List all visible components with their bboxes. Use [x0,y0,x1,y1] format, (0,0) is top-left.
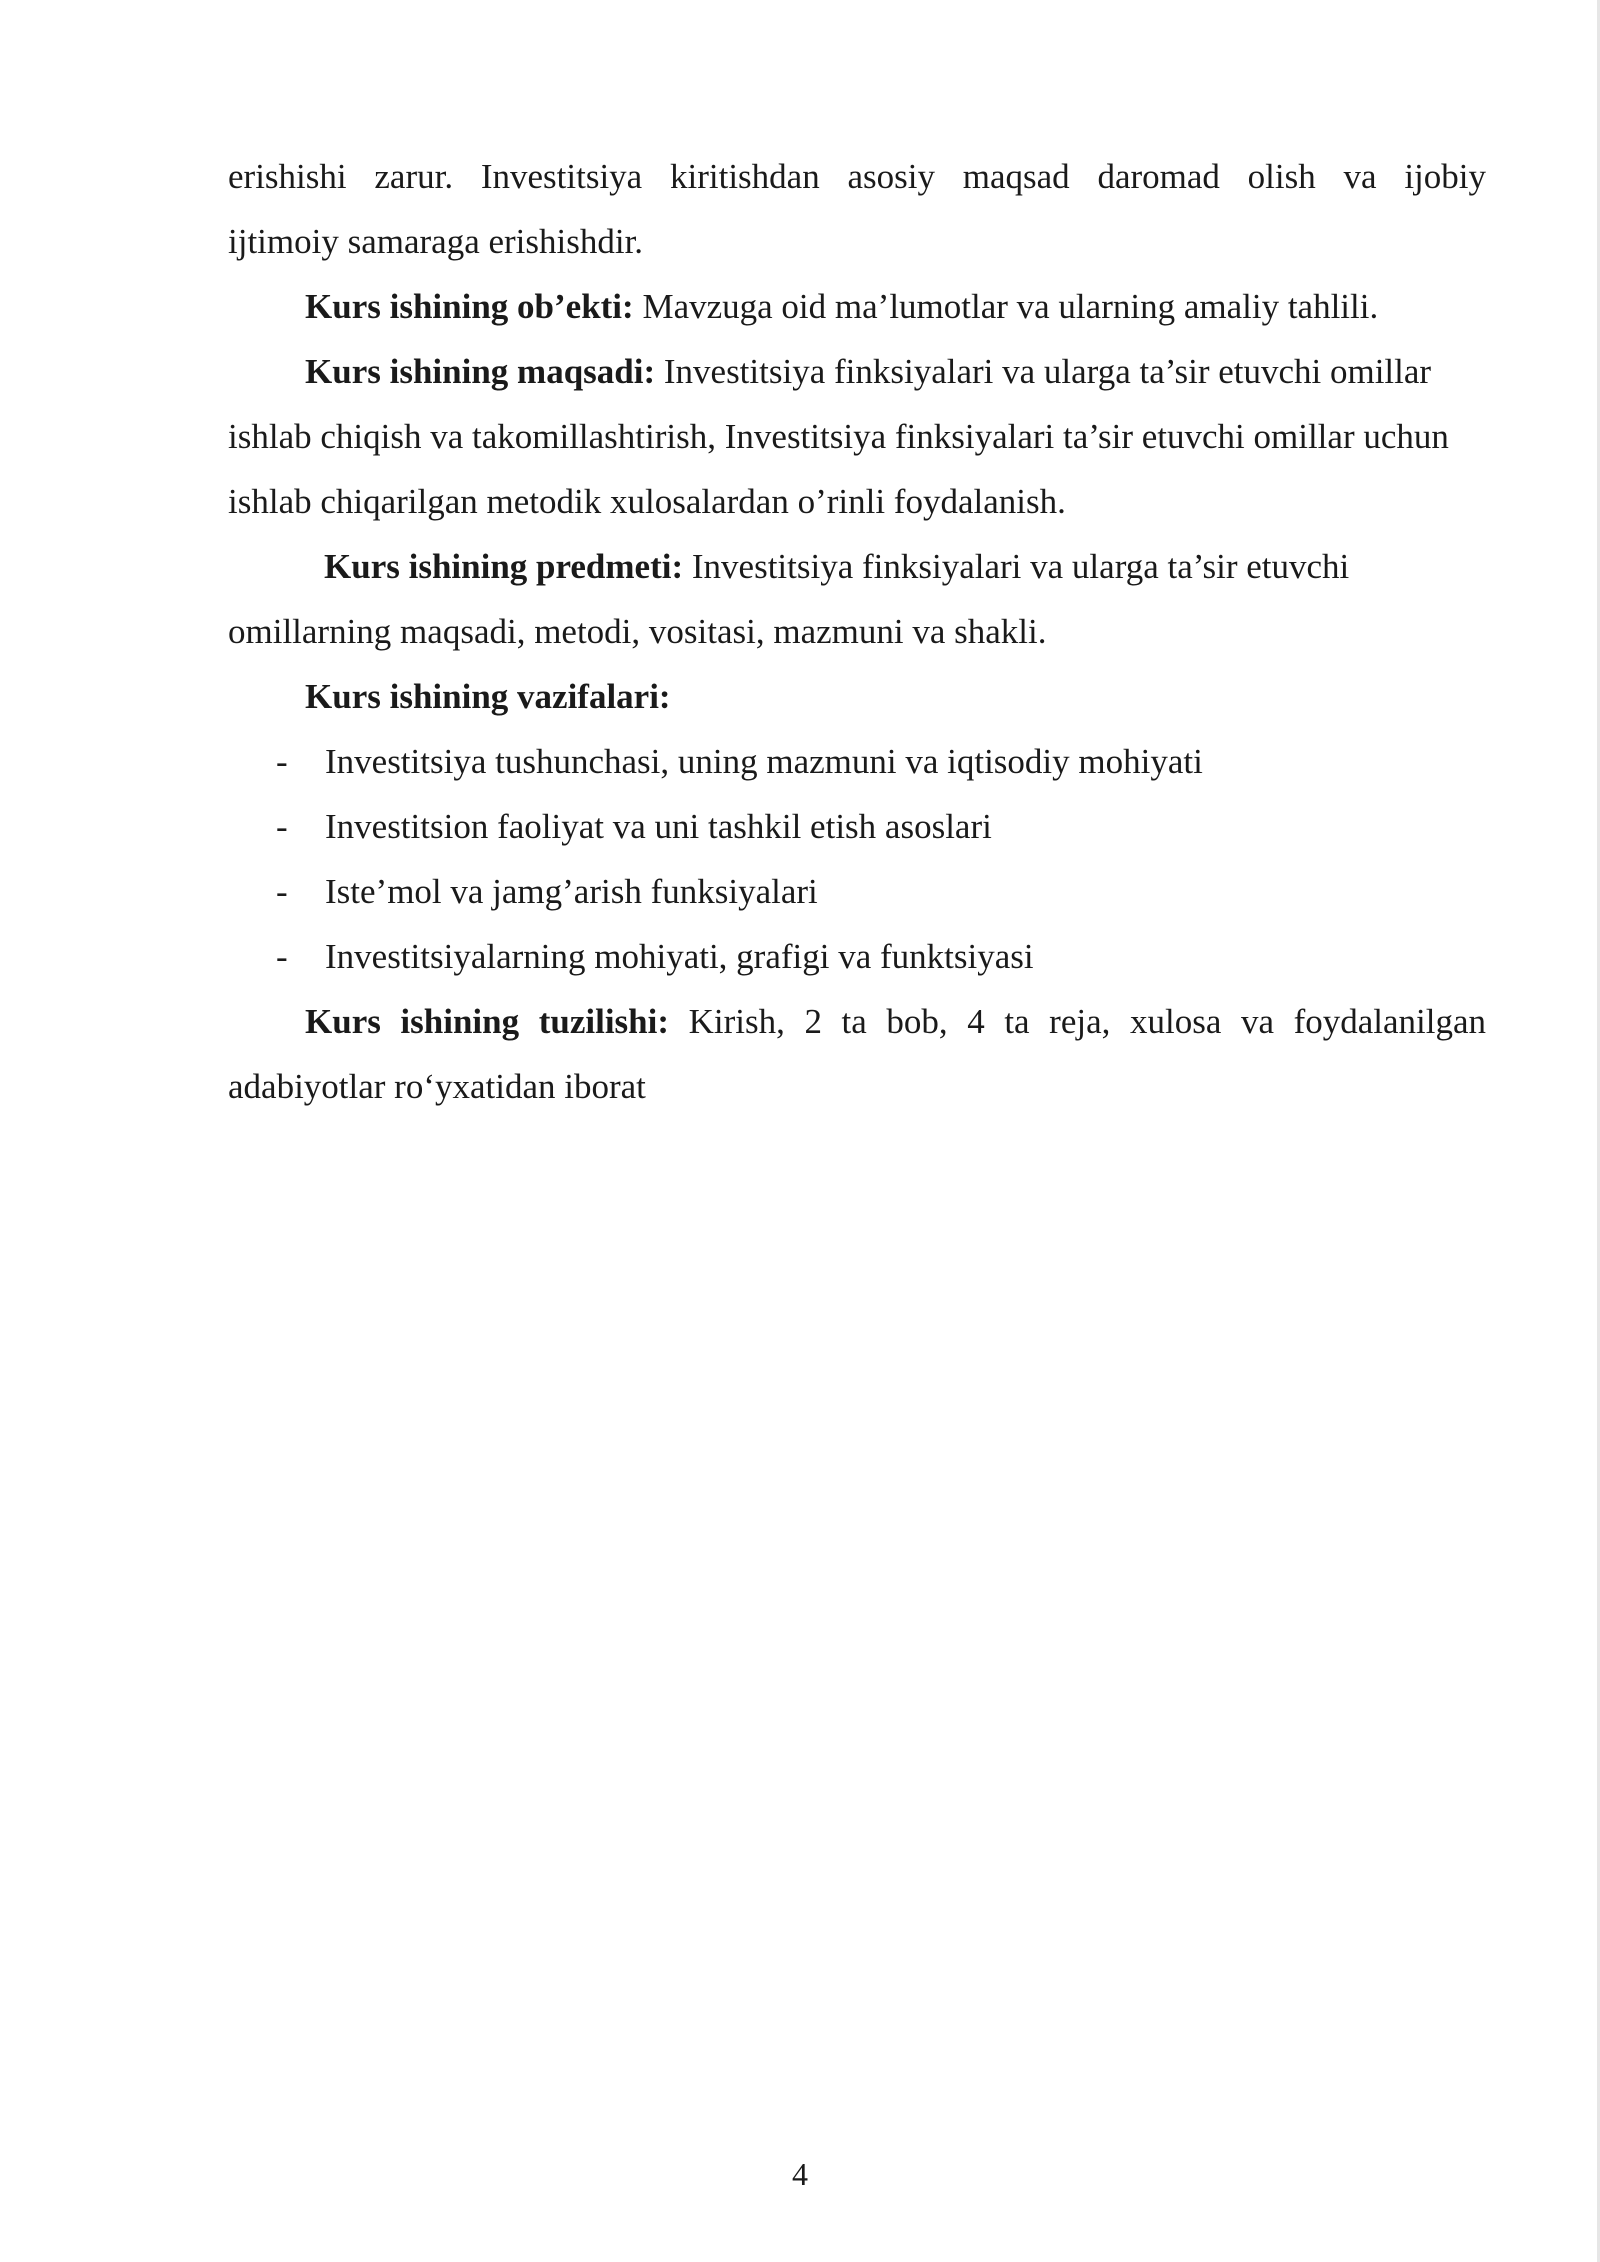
list-dash: - [276,807,288,846]
list-dash: - [276,872,288,911]
tasks-list [228,729,1486,989]
list-item [228,924,1486,989]
document-body [228,144,1486,1119]
subject-label: Kurs ishining predmeti: [324,547,684,586]
list-item-text: Iste’mol va jamg’arish funksiyalari [325,872,818,911]
list-item [228,794,1486,859]
goal-paragraph [228,339,1486,534]
object-paragraph [228,274,1486,339]
list-item-text: Investitsiyalarning mohiyati, grafigi va funktsiyasi [325,937,1034,976]
intro-line-1: erishishi zarur. Investitsiya kiritishdan asosiy maqsad daromad olish va ijobiy [228,157,1486,196]
tasks-label: Kurs ishining vazifalari: [305,677,671,716]
structure-label: Kurs ishining tuzilishi: [305,1002,670,1041]
list-item [228,859,1486,924]
goal-text: Investitsiya finksiyalari va ularga ta’sir etuvchi omillar ishlab chiqish va takomillashtirish, Investitsiya finksiyalari ta’sir etuvchi omillar uchun ishlab chiqarilgan metodik xulosalardan o’rinli foydalanish. [228,352,1449,521]
object-label: Kurs ishining ob’ekti: [305,287,634,326]
list-item-text: Investitsion faoliyat va uni tashkil etish asoslari [325,807,992,846]
list-dash: - [276,742,288,781]
tasks-heading [228,664,1486,729]
goal-label: Kurs ishining maqsadi: [305,352,656,391]
object-text: Mavzuga oid ma’lumotlar va ularning amaliy tahlili. [633,287,1379,326]
structure-paragraph [228,989,1486,1119]
intro-paragraph [228,144,1486,274]
intro-line-2: ijtimoiy samaraga erishishdir. [228,222,644,261]
page-number: 4 [792,2156,808,2192]
subject-text: Investitsiya finksiyalari va ularga ta’sir etuvchi omillarning maqsadi, metodi, vositasi, mazmuni va shakli. [228,547,1350,651]
list-dash: - [276,937,288,976]
list-item [228,729,1486,794]
subject-paragraph [228,534,1486,664]
structure-text: Kirish, 2 ta bob, 4 ta reja, xulosa va foydalanilgan adabiyotlar ro‘yxatidan iborat [228,1002,1487,1106]
list-item-text: Investitsiya tushunchasi, uning mazmuni va iqtisodiy mohiyati [325,742,1203,781]
